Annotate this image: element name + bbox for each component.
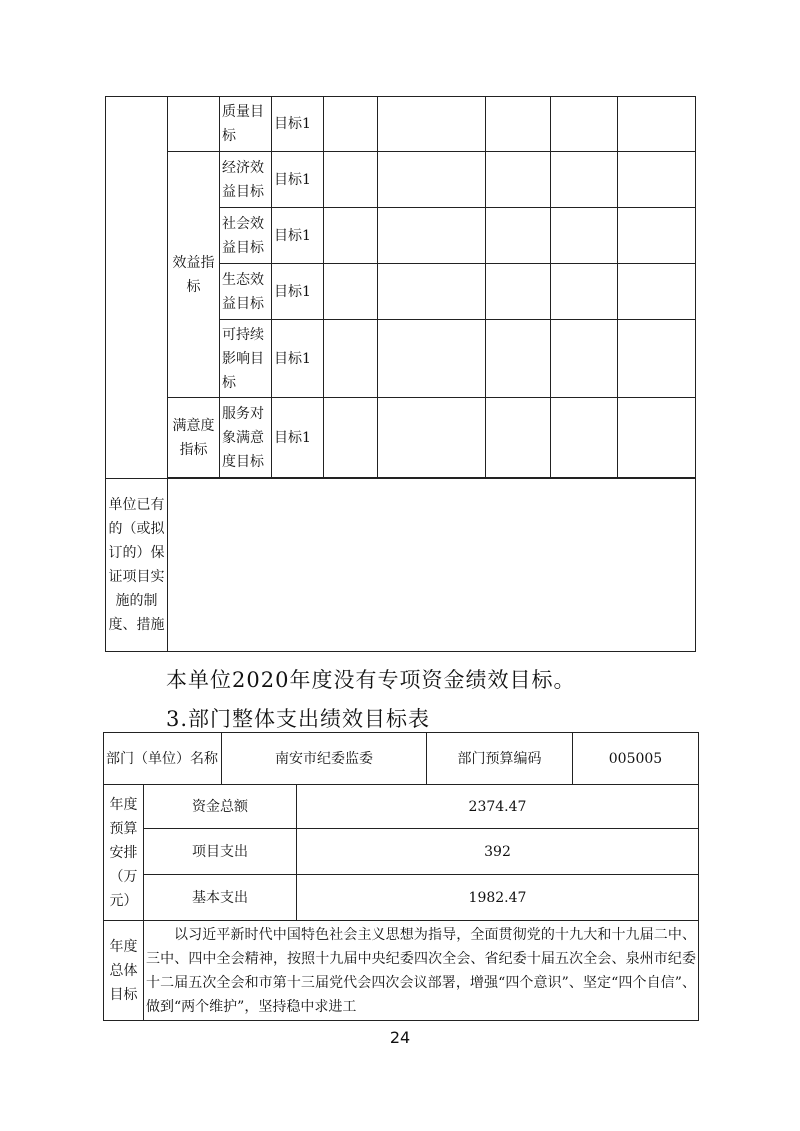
benefit-category-label: 效益指标 [168,152,220,398]
empty-cell [551,320,618,398]
benefit-target-label: 目标1 [272,152,324,208]
empty-cell [486,152,551,208]
empty-cell [618,97,696,152]
department-performance-table [103,732,699,1021]
empty-cell [324,152,378,208]
empty-cell [324,320,378,398]
satisfaction-category-label: 满意度指标 [168,398,220,478]
benefit-indicator-label: 生态效益目标 [220,264,272,320]
empty-cell [618,152,696,208]
empty-cell [486,320,551,398]
section-heading: 3.部门整体支出绩效目标表 [166,707,431,731]
empty-cell [378,264,486,320]
no-special-fund-note: 本单位2020年度没有专项资金绩效目标。 [166,668,576,692]
empty-cell [378,97,486,152]
budget-row-label: 资金总额 [144,785,297,829]
outer-category-cell [106,97,168,479]
empty-cell [378,208,486,264]
page-number: 24 [389,1028,411,1047]
quality-indicator-label: 质量目标 [220,97,272,152]
indicator-table [105,96,696,652]
empty-cell [378,398,486,478]
annual-goal-label: 年度总体目标 [104,921,144,1021]
empty-cell [486,208,551,264]
empty-cell [324,264,378,320]
empty-cell [378,152,486,208]
budget-row-value: 392 [297,829,699,875]
empty-cell [486,264,551,320]
empty-cell [324,398,378,478]
measures-label: 单位已有的（或拟订的）保证项目实施的制度、措施 [106,479,168,652]
empty-cell [324,97,378,152]
empty-cell [618,208,696,264]
budget-code-value: 005005 [573,733,699,785]
budget-arrangement-label: 年度预算安排（万元） [104,785,144,921]
empty-cell [378,320,486,398]
satisfaction-target-label: 目标1 [272,398,324,478]
benefit-indicator-label: 社会效益目标 [220,208,272,264]
benefit-indicator-label: 经济效益目标 [220,152,272,208]
budget-row-label: 基本支出 [144,875,297,921]
budget-row-label: 项目支出 [144,829,297,875]
annual-goal-text: 以习近平新时代中国特色社会主义思想为指导，全面贯彻党的十九大和十九届二中、三中、四中全会精神，按照十九届中央纪委四次全会、省纪委十届五次全会、泉州市纪委十二届五次全会和市第十三届党代会四次会议部署，增强“四个意识”、坚定“四个自信”、做到“两个维护”，坚持稳中求进工 [144,921,699,1021]
benefit-target-label: 目标1 [272,208,324,264]
benefit-target-label: 目标1 [272,264,324,320]
satisfaction-indicator-label: 服务对象满意度目标 [220,398,272,478]
dept-name-label: 部门（单位）名称 [104,733,222,785]
empty-cell [551,97,618,152]
budget-row-value: 1982.47 [297,875,699,921]
empty-cell [551,208,618,264]
empty-cell [618,320,696,398]
budget-code-label: 部门预算编码 [427,733,573,785]
benefit-target-label: 目标1 [272,320,324,398]
empty-cell [618,398,696,478]
benefit-indicator-label: 可持续影响目标 [220,320,272,398]
empty-cell [551,264,618,320]
empty-cell [324,208,378,264]
measures-value [168,479,696,652]
empty-cell [486,398,551,478]
empty-cell [486,97,551,152]
empty-cell [551,398,618,478]
budget-row-value: 2374.47 [297,785,699,829]
empty-cell [551,152,618,208]
dept-name-value: 南安市纪委监委 [222,733,427,785]
quality-target-label: 目标1 [272,97,324,152]
output-category-cell [168,97,220,152]
empty-cell [618,264,696,320]
